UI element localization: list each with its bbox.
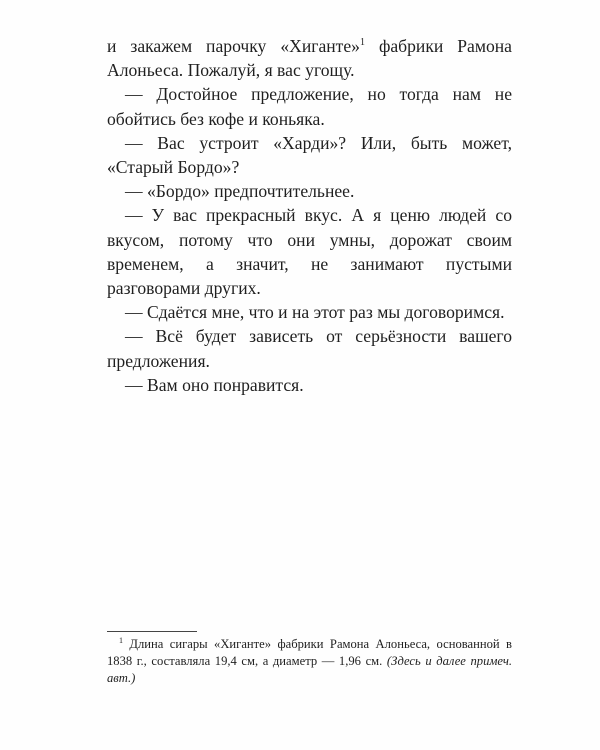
footnote-text: $^1$ Длина сигары «Хиганте» фабрики Рамона Алоньеса, основанной в 1838 г., составляла 19,4 см, а диаметр — 1,96 см. (Здесь и далее примеч. авт.) (107, 635, 512, 685)
paragraph-3: — Вас устроит «Харди»? Или, быть может, «Старый Бордо»? (107, 132, 512, 178)
main-text (107, 34, 512, 397)
footnote (107, 636, 512, 687)
footnote-mark: 1 (119, 635, 123, 645)
paragraph-8: — Вам оно понравится. (125, 374, 304, 395)
paragraph-1: и закажем парочку «Хиганте»$^1$ фабрики Рамона Алоньеса. Пожалуй, я вас угощу. (107, 36, 512, 81)
paragraph-2: — Достойное предложение, но тогда нам не обойтись без кофе и коньяка. (107, 84, 512, 129)
paragraph-7: — Всё будет зависеть от серьёзности вашего предложения. (107, 326, 512, 371)
footnote-separator (107, 631, 197, 632)
footnote-note: (Здесь и далее примеч. авт.) (107, 654, 512, 685)
paragraph-4: — «Бордо» предпочтительнее. (125, 181, 355, 202)
paragraph-6: — Сдаётся мне, что и на этот раз мы договоримся. (125, 302, 505, 323)
paragraph-5: — У вас прекрасный вкус. А я ценю людей со вкусом, потому что они умны, дорожат своим временем, а значит, не занимают пустыми разговорами других. (107, 205, 512, 299)
footnote-reference: 1 (359, 37, 365, 49)
